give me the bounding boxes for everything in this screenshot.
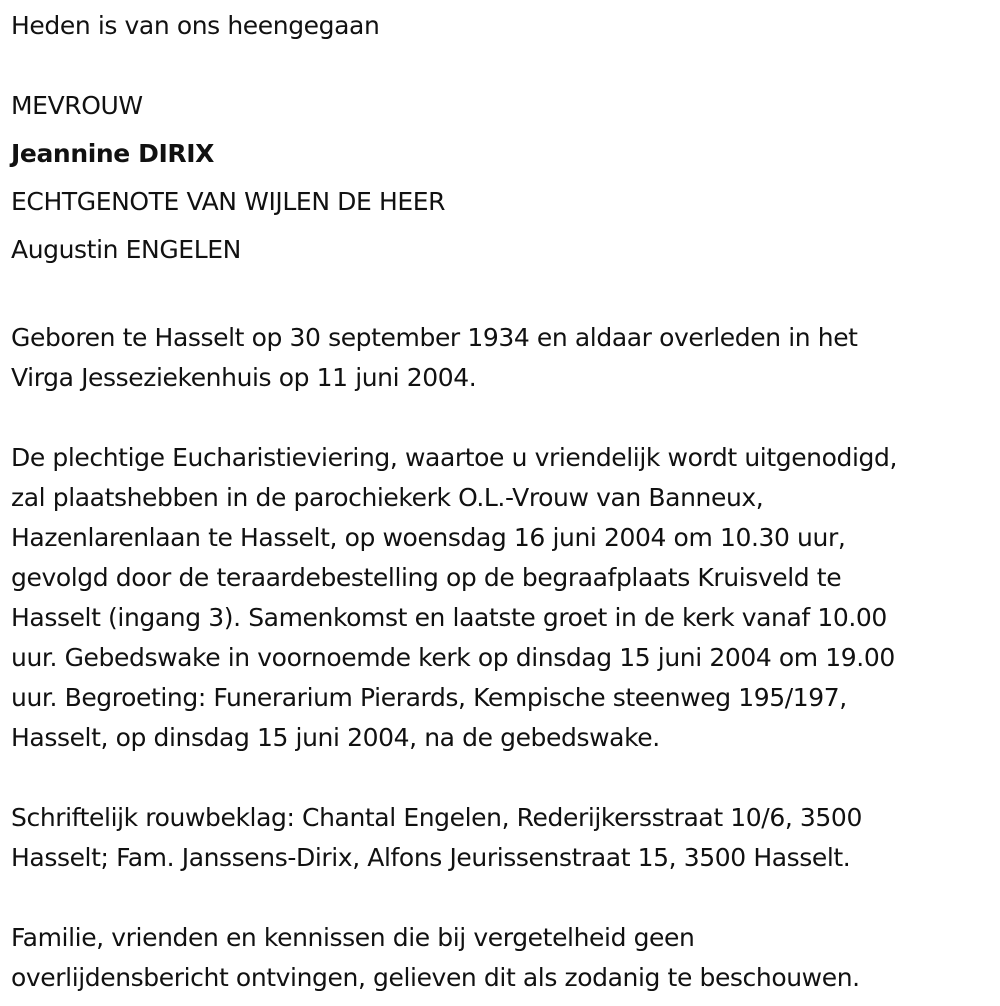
spacer bbox=[11, 878, 996, 918]
paragraph-line: gevolgd door de teraardebestelling op de begraafplaats Kruisveld te bbox=[11, 563, 842, 592]
condolences-paragraph bbox=[11, 798, 996, 878]
paragraph-line: Hasselt, op dinsdag 15 juni 2004, na de gebedswake. bbox=[11, 723, 660, 752]
closing-paragraph bbox=[11, 918, 996, 998]
paragraph-line: zal plaatshebben in de parochiekerk O.L.-Vrouw van Banneux, bbox=[11, 483, 764, 512]
ceremony-paragraph bbox=[11, 438, 996, 758]
paragraph-line: Hazenlarenlaan te Hasselt, op woensdag 16 juni 2004 om 10.30 uur, bbox=[11, 523, 846, 552]
spacer bbox=[11, 758, 996, 798]
paragraph-line: Hasselt (ingang 3). Samenkomst en laatste groet in de kerk vanaf 10.00 bbox=[11, 603, 887, 632]
paragraph-line: Schriftelijk rouwbeklag: Chantal Engelen, Rederijkersstraat 10/6, 3500 bbox=[11, 803, 862, 832]
paragraph-line: Familie, vrienden en kennissen die bij vergetelheid geen bbox=[11, 923, 695, 952]
paragraph-line: Virga Jesseziekenhuis op 11 juni 2004. bbox=[11, 363, 477, 392]
deceased-name: Jeannine DIRIX bbox=[11, 139, 215, 168]
relation-line: ECHTGENOTE VAN WIJLEN DE HEER bbox=[11, 187, 446, 216]
spacer bbox=[11, 398, 996, 438]
obituary-document bbox=[11, 6, 996, 998]
intro-line: Heden is van ons heengegaan bbox=[11, 11, 380, 40]
paragraph-line: Hasselt; Fam. Janssens-Dirix, Alfons Jeurissenstraat 15, 3500 Hasselt. bbox=[11, 843, 851, 872]
birth-death-paragraph bbox=[11, 318, 996, 398]
spacer bbox=[11, 278, 996, 318]
paragraph-line: uur. Gebedswake in voornoemde kerk op dinsdag 15 juni 2004 om 19.00 bbox=[11, 643, 895, 672]
paragraph-line: overlijdensbericht ontvingen, gelieven dit als zodanig te beschouwen. bbox=[11, 963, 860, 992]
paragraph-line: Geboren te Hasselt op 30 september 1934 en aldaar overleden in het bbox=[11, 323, 858, 352]
paragraph-line: De plechtige Eucharistieviering, waartoe u vriendelijk wordt uitgenodigd, bbox=[11, 443, 898, 472]
salutation: MEVROUW bbox=[11, 91, 143, 120]
spacer bbox=[11, 46, 996, 86]
spouse-name: Augustin ENGELEN bbox=[11, 235, 241, 264]
paragraph-line: uur. Begroeting: Funerarium Pierards, Kempische steenweg 195/197, bbox=[11, 683, 847, 712]
